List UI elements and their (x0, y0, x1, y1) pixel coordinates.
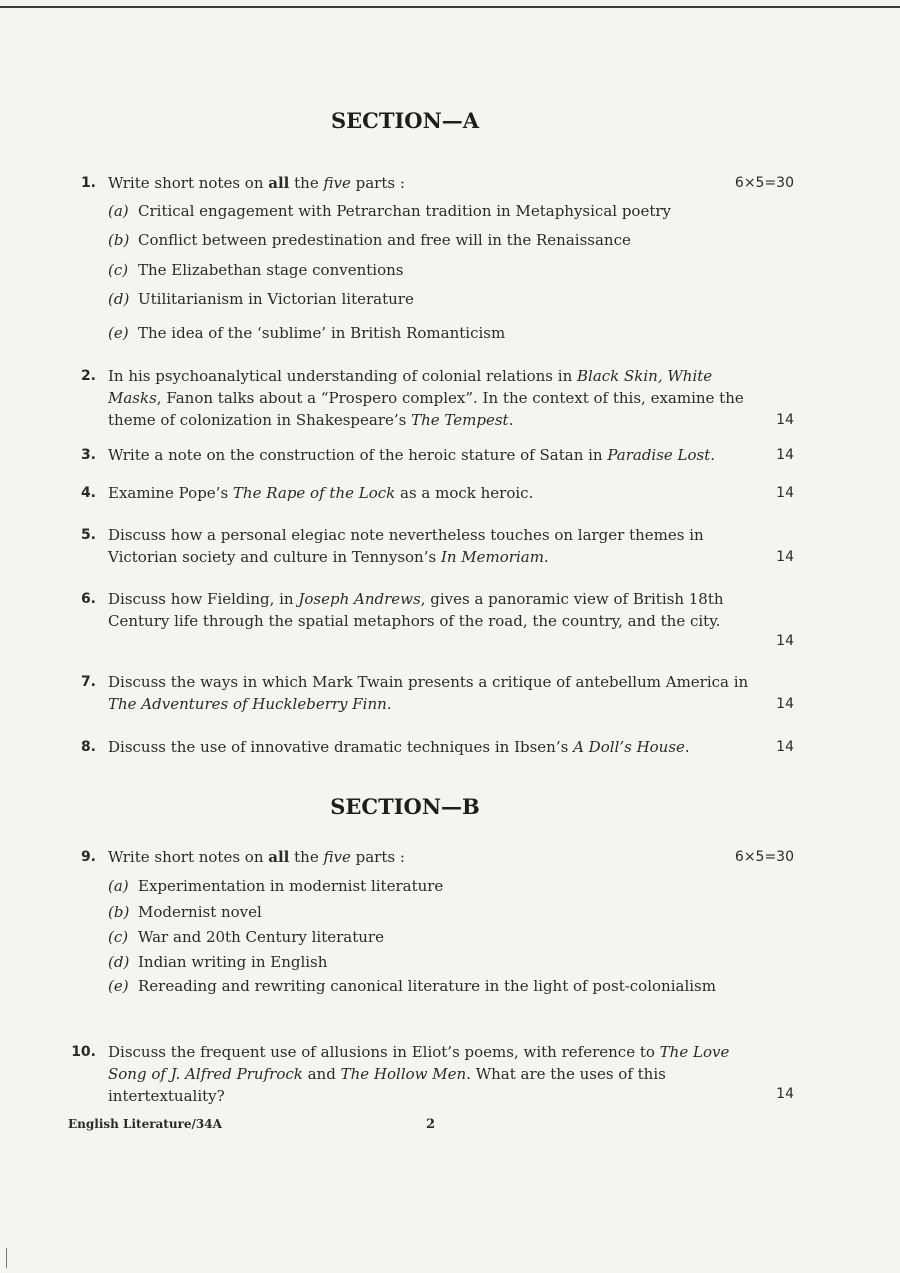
question-marks: 14 (776, 412, 794, 428)
question-number: 7. (80, 674, 96, 690)
question-text: Discuss the frequent use of allusions in Eliot’s poems, with reference to The Love Song of J. Alfred Prufrock and The Hollow Men. What are the uses of this intertextuality? (108, 1043, 730, 1105)
part-e: (e) The idea of the ‘sublime’ in British Romanticism (108, 324, 506, 342)
question-number: 1. (80, 175, 96, 191)
question-marks: 14 (776, 1086, 794, 1102)
question-marks: 14 (776, 447, 794, 463)
question-number: 6. (80, 591, 96, 607)
question-text: Examine Pope’s The Rape of the Lock as a mock heroic. (108, 484, 534, 502)
part-a: (a) Critical engagement with Petrarchan tradition in Metaphysical poetry (108, 202, 672, 220)
question-number: 8. (80, 739, 96, 755)
question-text: Write short notes on all the five parts : (108, 848, 405, 866)
question-marks: 14 (776, 485, 794, 501)
part-c: (c) The Elizabethan stage conventions (108, 261, 404, 279)
question-text: Discuss how a personal elegiac note nevertheless touches on larger themes in Victorian society and culture in Tennyson’s In Memoriam. (108, 526, 704, 566)
question-number: 9. (80, 849, 96, 865)
question-marks: 14 (776, 739, 794, 755)
page-number: 2 (426, 1117, 436, 1132)
part-b: (b) Conflict between predestination and free will in the Renaissance (108, 231, 631, 249)
question-number: 5. (80, 527, 96, 543)
question-text: Discuss the ways in which Mark Twain presents a critique of antebellum America in The Adventures of Huckleberry Finn. (108, 673, 749, 713)
margin-mark (6, 1248, 7, 1268)
question-marks: 14 (776, 549, 794, 565)
part-e: (e) Rereading and rewriting canonical literature in the light of post-colonialism (108, 977, 716, 995)
part-d: (d) Indian writing in English (108, 953, 328, 971)
top-rule (0, 6, 900, 8)
question-number: 4. (80, 485, 96, 501)
question-text: Discuss the use of innovative dramatic techniques in Ibsen’s A Doll’s House. (108, 738, 690, 756)
part-a: (a) Experimentation in modernist literature (108, 877, 444, 895)
paper-code: English Literature/34A (68, 1117, 222, 1131)
section-b-heading: SECTION—B (330, 794, 480, 819)
question-text: Discuss how Fielding, in Joseph Andrews, gives a panoramic view of British 18th Century life through the spatial metaphors of the road, the country, and the city. (108, 590, 724, 630)
question-text: Write short notes on all the five parts : (108, 174, 405, 192)
question-text: In his psychoanalytical understanding of colonial relations in Black Skin, White Masks, Fanon talks about a “Prospero complex”. In the context of this, examine the theme of colonization in Shakespeare’s The Tempest. (108, 367, 744, 429)
question-marks: 6×5=30 (734, 175, 794, 191)
question-marks: 14 (776, 696, 794, 712)
question-text: Write a note on the construction of the heroic stature of Satan in Paradise Lost. (108, 446, 716, 464)
question-marks: 6×5=30 (734, 849, 794, 865)
question-marks: 14 (776, 633, 794, 649)
question-number: 3. (80, 447, 96, 463)
part-b: (b) Modernist novel (108, 903, 262, 921)
question-number: 10. (71, 1044, 96, 1060)
question-number: 2. (80, 368, 96, 384)
section-a-heading: SECTION—A (330, 108, 480, 133)
part-c: (c) War and 20th Century literature (108, 928, 384, 946)
part-d: (d) Utilitarianism in Victorian literature (108, 290, 414, 308)
